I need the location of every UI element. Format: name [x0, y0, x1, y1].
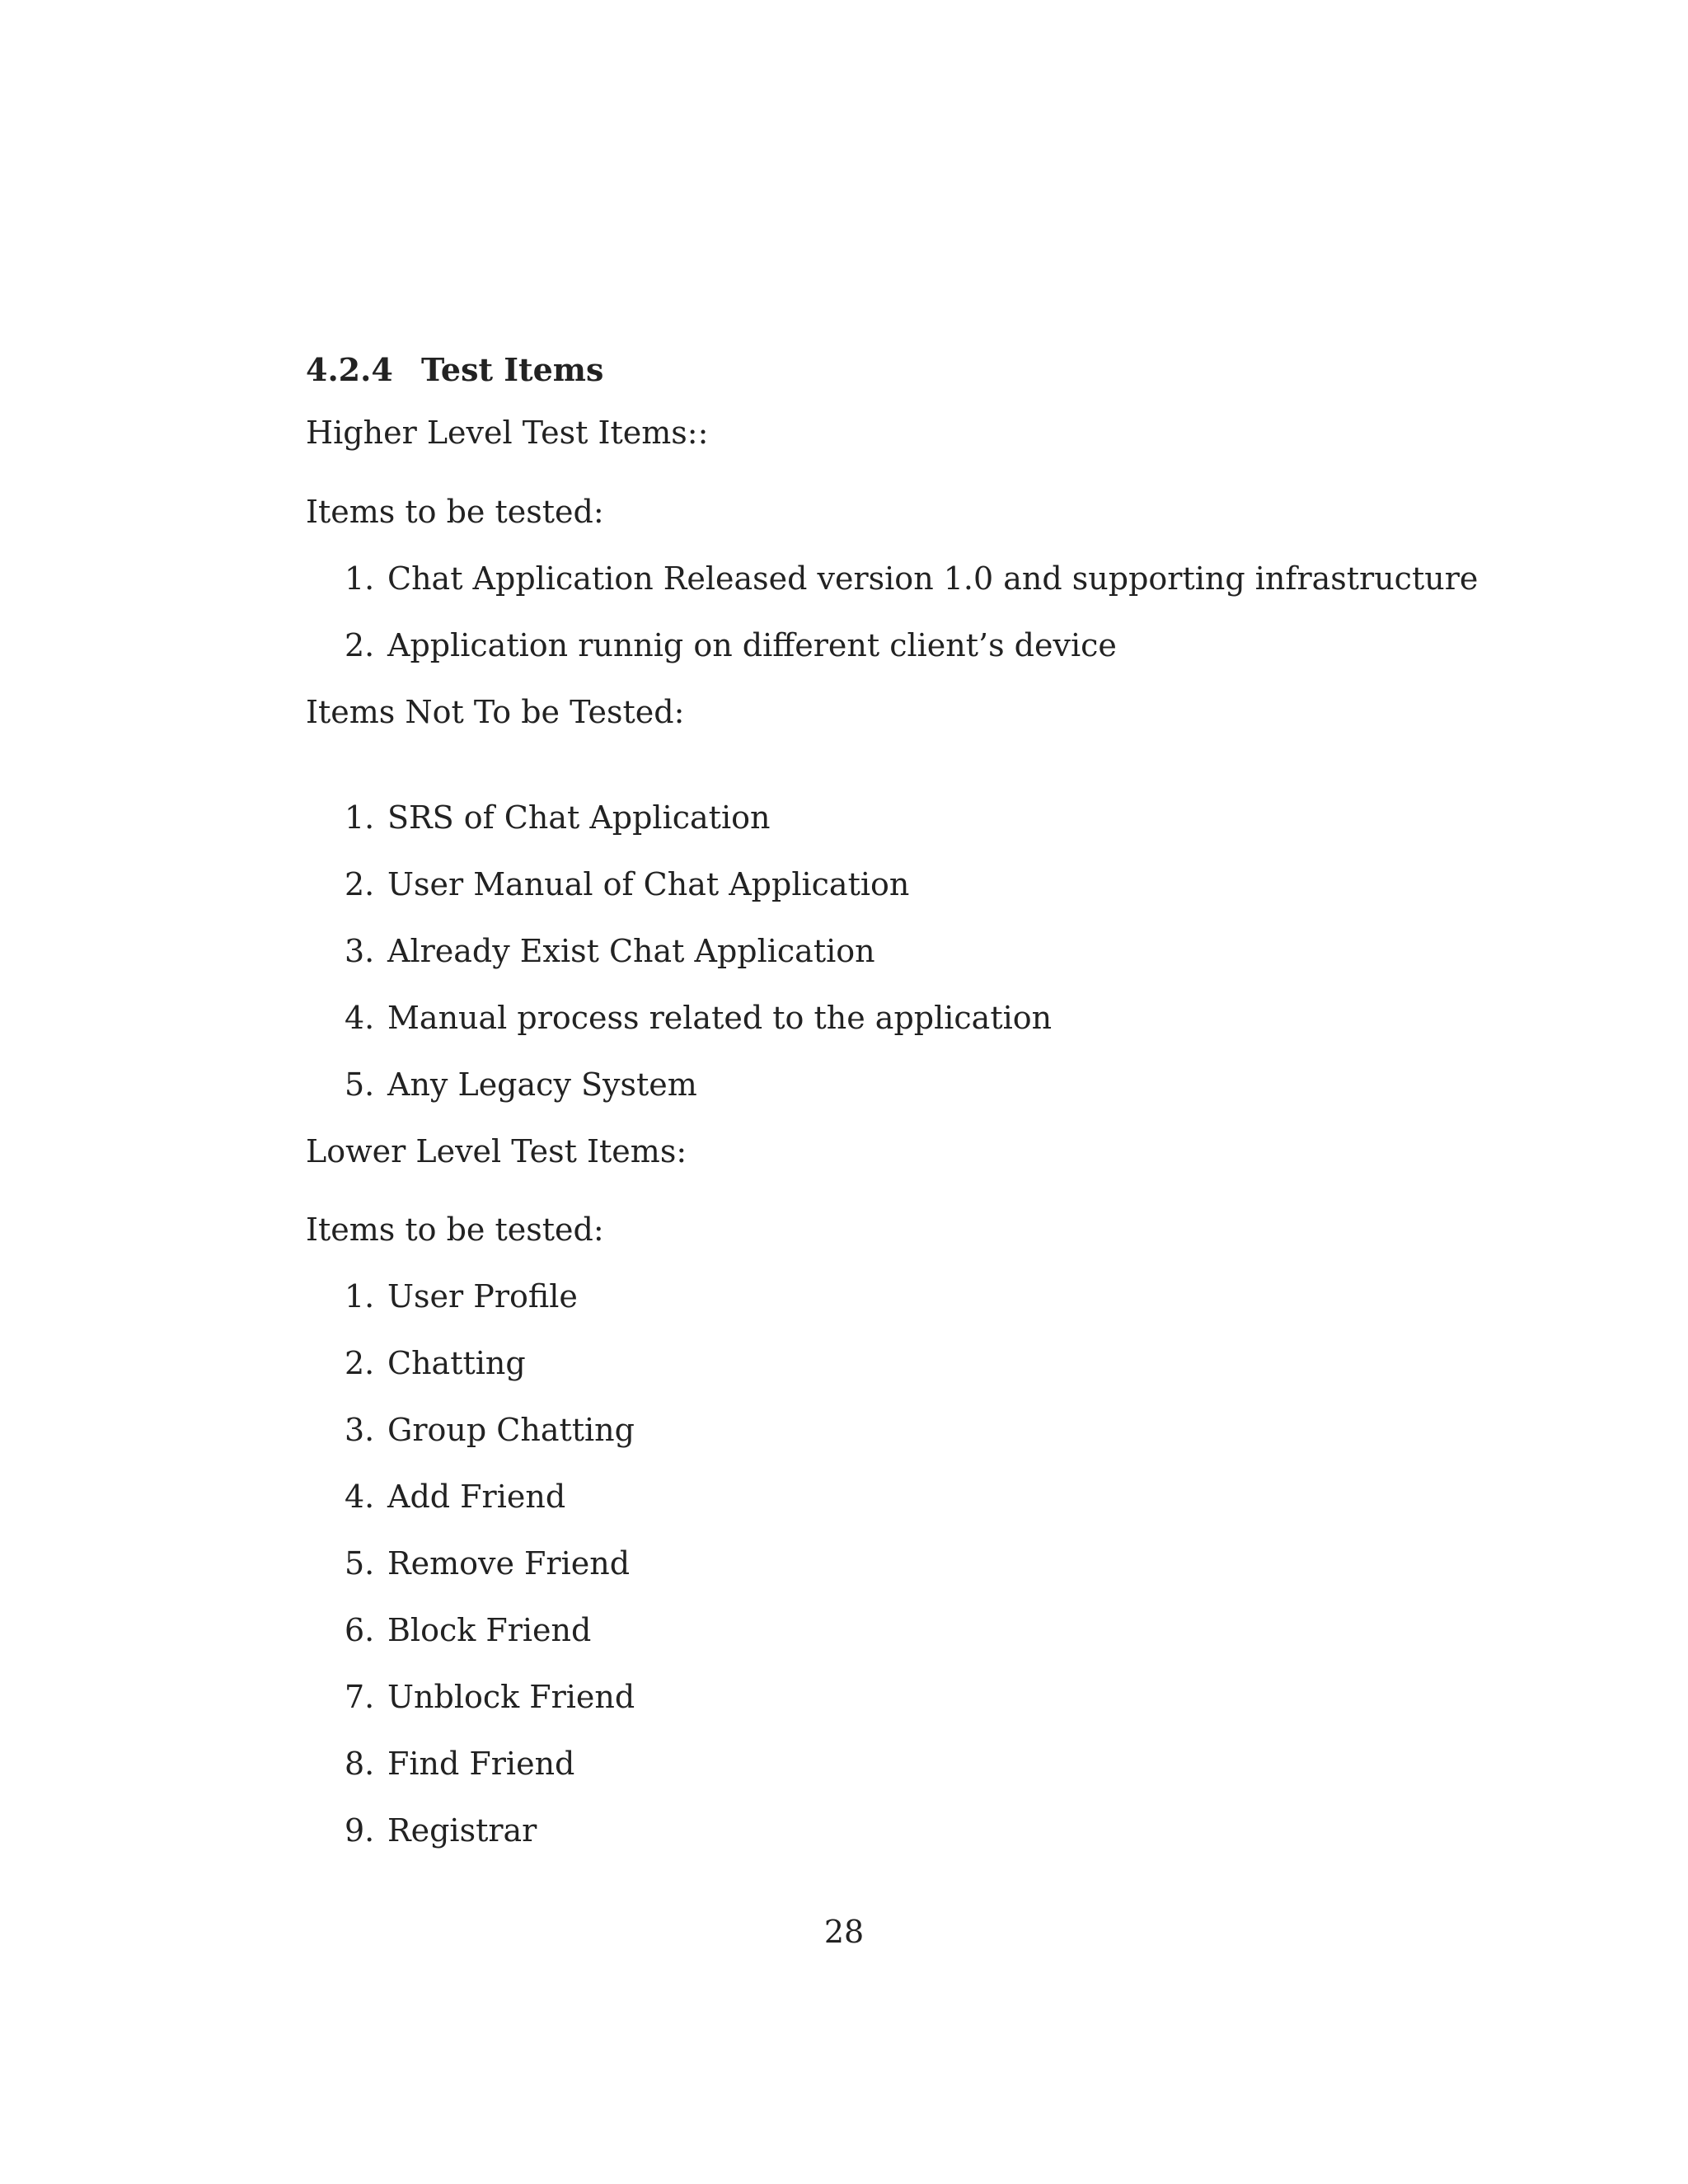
list-item	[345, 935, 875, 967]
list-item	[345, 1347, 526, 1379]
list-marker: 1.	[345, 799, 375, 836]
list-item-text: Chat Application Released version 1.0 and supporting infrastructure	[387, 560, 1479, 597]
list-marker: 4.	[345, 1479, 375, 1515]
list-item	[345, 560, 1479, 597]
section-heading	[306, 351, 604, 388]
list-item-text: Find Friend	[387, 1746, 575, 1782]
list-item-text: Any Legacy System	[387, 1066, 697, 1103]
list-item-text: Add Friend	[387, 1479, 566, 1515]
list-item	[345, 1414, 635, 1446]
list-item	[345, 1612, 592, 1648]
list-marker: 2.	[345, 1345, 375, 1381]
list-item	[345, 866, 910, 902]
list-item	[345, 1746, 575, 1782]
list-item	[345, 1681, 635, 1713]
lower-level-heading: Lower Level Test Items:	[306, 1133, 687, 1169]
list-item-text: Manual process related to the application	[387, 1000, 1053, 1036]
list-item-text: Unblock Friend	[387, 1679, 635, 1715]
list-marker: 9.	[345, 1812, 375, 1849]
list-marker: 4.	[345, 1000, 375, 1036]
list-item-text: Chatting	[387, 1345, 526, 1381]
list-item-text: Block Friend	[387, 1612, 592, 1648]
list-item-text: Already Exist Chat Application	[387, 933, 875, 969]
higher-level-heading: Higher Level Test Items::	[306, 415, 709, 451]
list-item-text: Application runnig on different client’s device	[387, 627, 1117, 663]
list-item-text: Registrar	[387, 1812, 537, 1849]
list-marker: 3.	[345, 1412, 375, 1448]
list-marker: 1.	[345, 560, 375, 597]
list-marker: 5.	[345, 1066, 375, 1103]
section-number: 4.2.4	[306, 351, 393, 388]
list-marker: 1.	[345, 1278, 375, 1315]
list-item	[345, 1000, 1053, 1036]
list-item	[345, 1278, 578, 1315]
higher-not-tested-label: Items Not To be Tested:	[306, 694, 685, 730]
higher-tested-label: Items to be tested:	[306, 494, 604, 530]
list-item-text: User Profile	[387, 1278, 578, 1315]
list-item-text: Remove Friend	[387, 1545, 631, 1582]
list-marker: 6.	[345, 1612, 375, 1648]
list-item	[345, 627, 1117, 663]
list-item	[345, 1066, 697, 1103]
list-marker: 2.	[345, 866, 375, 902]
list-marker: 3.	[345, 933, 375, 969]
list-marker: 7.	[345, 1679, 375, 1715]
list-marker: 2.	[345, 627, 375, 663]
page-number: 28	[823, 1914, 865, 1950]
list-item	[345, 799, 771, 836]
list-item-text: User Manual of Chat Application	[387, 866, 910, 902]
list-item-text: Group Chatting	[387, 1412, 635, 1448]
list-marker: 8.	[345, 1746, 375, 1782]
list-item	[345, 1479, 566, 1515]
list-item	[345, 1812, 537, 1849]
lower-tested-label: Items to be tested:	[306, 1212, 604, 1248]
list-item	[345, 1545, 631, 1582]
list-item-text: SRS of Chat Application	[387, 799, 771, 836]
section-title: Test Items	[421, 351, 604, 388]
list-marker: 5.	[345, 1545, 375, 1582]
